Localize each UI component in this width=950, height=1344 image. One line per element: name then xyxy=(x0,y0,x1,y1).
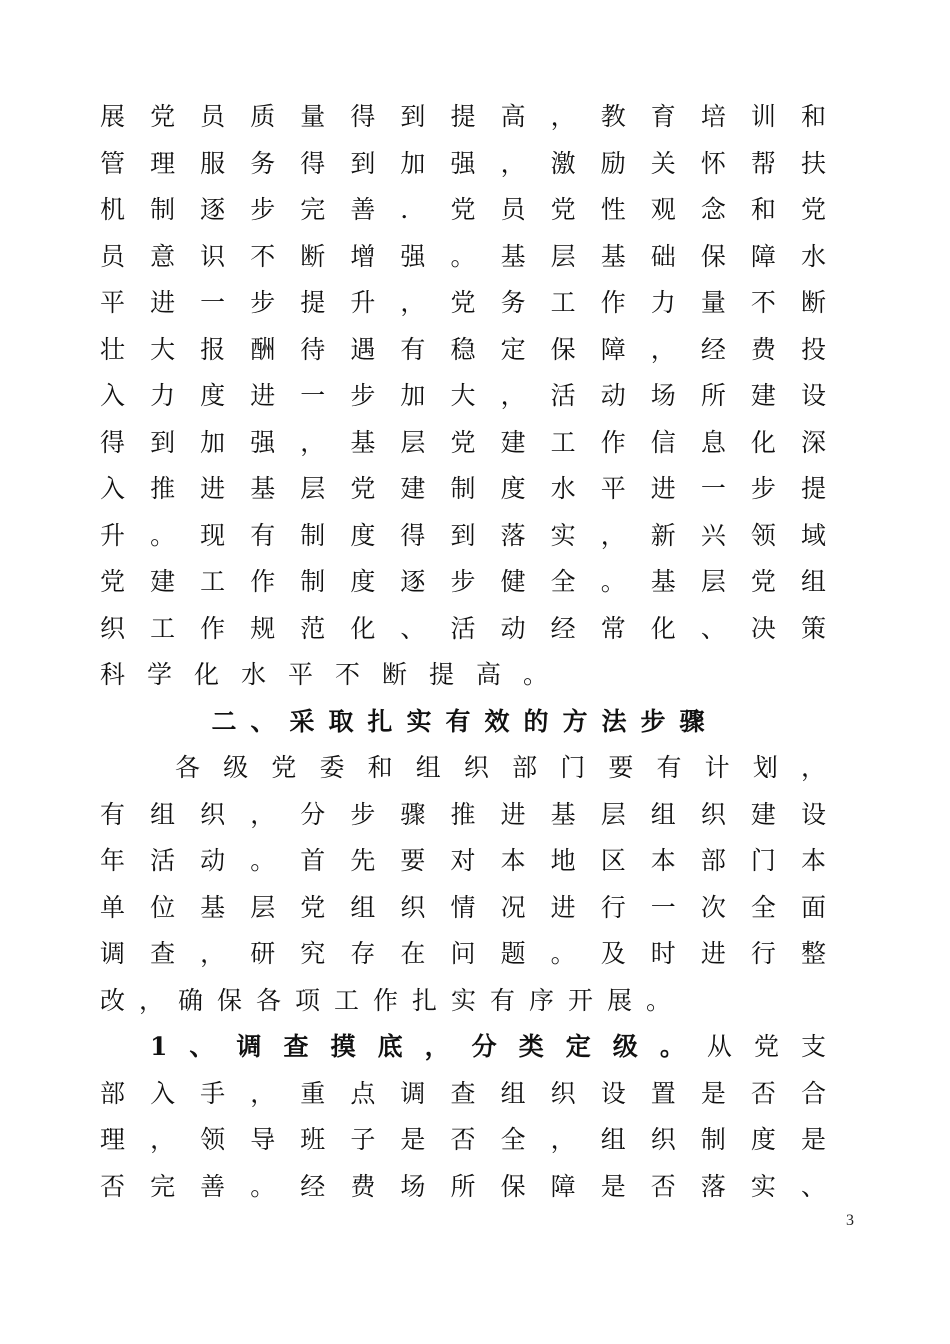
text-line: 壮大报酬待遇有稳定保障，经费投 xyxy=(100,334,830,364)
text-line: 理，领导班子是否全，组织制度是 xyxy=(100,1125,830,1154)
text-line: 有组织，分步骤推进基层组织建设 xyxy=(100,799,830,829)
text-line: 年活动。首先要对本地区本部门本 xyxy=(100,846,830,875)
text-line: 否完善。经费场所保障是否落实、 xyxy=(100,1171,830,1201)
text-line: 部入手，重点调查组织设置是否合 xyxy=(100,1078,830,1108)
text-line: 党建工作制度逐步健全。基层党组 xyxy=(100,567,830,596)
text-run: 从党支 xyxy=(706,1032,830,1061)
text-line: 展党员质量得到提高，教育培训和 xyxy=(100,102,830,131)
text-line: 得到加强，基层党建工作信息化深 xyxy=(100,427,830,457)
text-line: 员意识不断增强。基层基础保障水 xyxy=(100,241,830,271)
text-line: 入力度进一步加大，活动场所建设 xyxy=(100,381,830,410)
page-number: 3 xyxy=(846,1212,854,1229)
text-line: 各级党委和组织部门要有计划， xyxy=(175,753,830,782)
section-heading: 二、采取扎实有效的方法步骤 xyxy=(211,706,719,736)
paragraph-2 xyxy=(100,745,830,1024)
text-line: 平进一步提升，党务工作力量不断 xyxy=(100,288,830,317)
text-line: 入推进基层党建制度水平进一步提 xyxy=(100,474,830,503)
paragraph-3 xyxy=(100,1024,830,1210)
document-body xyxy=(100,94,830,1210)
text-line: 调查，研究存在问题。及时进行整 xyxy=(100,939,830,968)
text-line: 管理服务得到加强，激励关怀帮扶 xyxy=(100,148,830,178)
text-line: 升。现有制度得到落实，新兴领域 xyxy=(100,520,830,550)
text-line: 科学化水平不断提高。 xyxy=(100,660,571,689)
text-line: 织工作规范化、活动经常化、决策 xyxy=(100,613,830,643)
text-line xyxy=(100,1024,830,1071)
subheading-lead: 1、调查摸底，分类定级。 xyxy=(150,1032,707,1061)
paragraph-1 xyxy=(100,94,830,699)
text-line: 机制逐步完善．党员党性观念和党 xyxy=(100,195,830,224)
text-line: 改，确保各项工作扎实有序开展。 xyxy=(100,985,686,1015)
text-line: 单位基层党组织情况进行一次全面 xyxy=(100,892,830,922)
